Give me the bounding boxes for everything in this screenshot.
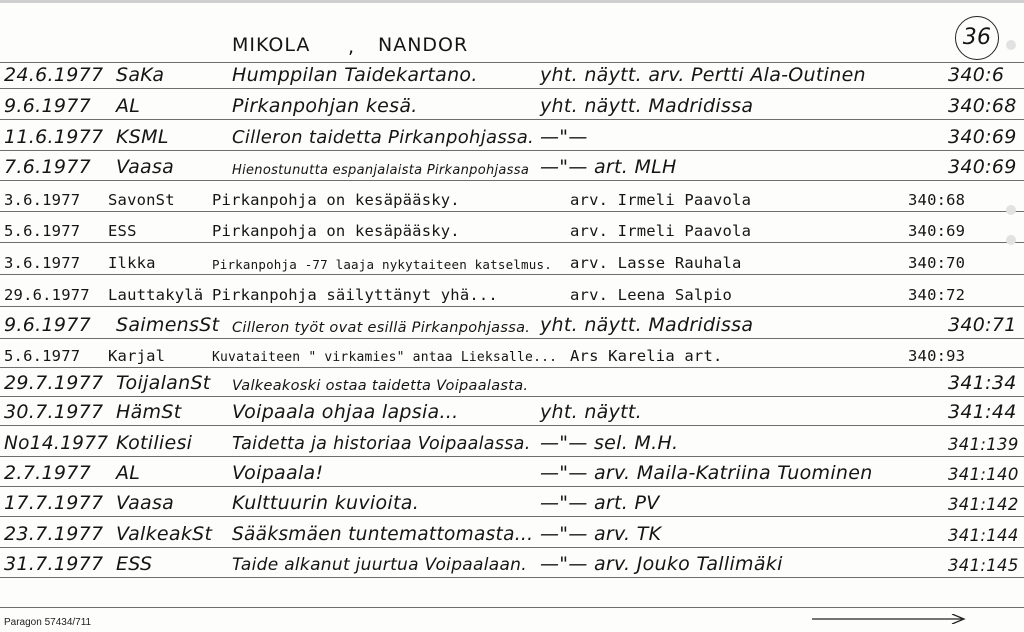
header-surname: MIKOLA: [232, 34, 311, 56]
ruled-line: [0, 306, 1024, 307]
entry-reference: 341:145: [948, 556, 1019, 575]
entry-reference: 341:142: [948, 495, 1019, 514]
ruled-line: [0, 88, 1024, 89]
entry-title: Kulttuurin kuvioita.: [232, 492, 420, 514]
entry-title: Cilleron taidetta Pirkanpohjassa.: [232, 127, 535, 148]
entry-source: SavonSt: [108, 191, 175, 209]
entry-reference: 340:93: [908, 347, 966, 365]
card-top-edge: [0, 0, 1024, 3]
entry-row: [0, 212, 1024, 242]
entry-note: —"— arv. Jouko Tallimäki: [540, 553, 783, 575]
entry-date: 3.6.1977: [4, 254, 81, 272]
entry-row: [0, 150, 1024, 180]
ruled-line: [0, 425, 1024, 426]
entry-note: arv. Lasse Rauhala: [570, 254, 742, 272]
entry-date: 5.6.1977: [4, 347, 81, 365]
entry-date: 5.6.1977: [4, 222, 81, 240]
ruled-line: [0, 150, 1024, 151]
entry-title: Hienostunutta espanjalaista Pirkanpohjassa: [232, 163, 530, 178]
entry-reference: 340:70: [908, 254, 966, 272]
ruled-line: [0, 211, 1024, 212]
entry-reference: 341:140: [948, 465, 1019, 484]
entry-reference: 340:69: [948, 126, 1017, 148]
entry-date: 2.7.1977: [4, 462, 92, 484]
entry-date: 11.6.1977: [4, 126, 104, 148]
entry-row: [0, 517, 1024, 547]
card-hole-mark: [1006, 40, 1016, 50]
entry-source: SaimensSt: [116, 314, 220, 336]
entry-note: arv. Irmeli Paavola: [570, 191, 752, 209]
entry-note: arv. Irmeli Paavola: [570, 222, 752, 240]
entry-date: 31.7.1977: [4, 553, 104, 575]
card-hole-mark: [1006, 205, 1016, 215]
entry-title: Humppilan Taidekartano.: [232, 64, 478, 86]
entry-source: AL: [116, 95, 141, 117]
entry-reference: 341:139: [948, 435, 1019, 454]
entry-row: [0, 181, 1024, 211]
entry-reference: 340:71: [948, 314, 1017, 336]
entry-row: [0, 366, 1024, 396]
ruled-line: [0, 577, 1024, 578]
entry-source: AL: [116, 462, 141, 484]
card-hole-mark: [1006, 235, 1016, 245]
entry-note: yht. näytt. Madridissa: [540, 314, 754, 336]
entry-reference: 340:69: [908, 222, 966, 240]
entry-reference: 340:72: [908, 286, 966, 304]
entry-reference: 341:144: [948, 526, 1019, 545]
ruled-line: [0, 516, 1024, 517]
entry-reference: 340:69: [948, 156, 1017, 178]
entry-source: HämSt: [116, 401, 182, 423]
entry-row: [0, 244, 1024, 274]
entry-source: SaKa: [116, 64, 165, 86]
continue-arrow-icon: [812, 614, 968, 624]
entry-source: Ilkka: [108, 254, 156, 272]
ruled-line: [0, 338, 1024, 339]
entry-reference: 340:68: [948, 95, 1017, 117]
entry-note: —"— art. MLH: [540, 156, 677, 178]
ruled-line: [0, 486, 1024, 487]
header-firstname: NANDOR: [378, 34, 469, 56]
entry-date: 7.6.1977: [4, 156, 92, 178]
ruled-line: [0, 274, 1024, 275]
entry-title: Valkeakoski ostaa taidetta Voipaalasta.: [232, 378, 529, 394]
entry-title: Pirkanpohja on kesäpääsky.: [212, 222, 460, 240]
entry-note: —"— art. PV: [540, 492, 660, 514]
entry-note: —"— arv. TK: [540, 523, 662, 545]
ruled-line: [0, 119, 1024, 120]
ruled-line: [0, 607, 1024, 608]
entry-date: 24.6.1977: [4, 64, 104, 86]
entry-title: Voipaala ohjaa lapsia...: [232, 401, 459, 423]
entry-date: No14.1977: [4, 433, 109, 454]
entry-reference: 341:44: [948, 401, 1017, 423]
entry-note: arv. Leena Salpio: [570, 286, 733, 304]
entry-source: Vaasa: [116, 492, 175, 514]
entry-source: ESS: [116, 553, 153, 575]
entry-note: yht. näytt. arv. Pertti Ala-Outinen: [540, 64, 866, 86]
entry-reference: 340:6: [948, 64, 1005, 86]
entry-source: Kotiliesi: [116, 432, 193, 454]
entry-source: ValkeakSt: [116, 523, 213, 545]
ruled-line: [0, 242, 1024, 243]
ruled-line: [0, 62, 1024, 63]
entry-date: 29.6.1977: [4, 286, 90, 304]
entry-row: [0, 426, 1024, 456]
page-number-circle: 36: [955, 16, 999, 60]
ruled-line: [0, 180, 1024, 181]
entry-row: [0, 456, 1024, 486]
entry-source: Lauttakylä: [108, 286, 204, 304]
entry-row: [0, 486, 1024, 516]
entry-source: Vaasa: [116, 156, 175, 178]
entry-date: 17.7.1977: [4, 492, 104, 514]
card-footer: Paragon 57434/711: [4, 617, 92, 628]
entry-title: Taidetta ja historiaa Voipaalassa.: [232, 434, 531, 454]
entry-row: [0, 276, 1024, 306]
entry-note: —"— sel. M.H.: [540, 432, 679, 454]
entry-source: ToijalanSt: [116, 372, 211, 394]
entry-note: —"—: [540, 126, 588, 148]
entry-title: Pirkanpohja on kesäpääsky.: [212, 191, 460, 209]
ruled-line: [0, 547, 1024, 548]
header-separator: ,: [348, 36, 355, 58]
entry-source: ESS: [108, 222, 137, 240]
entry-title: Taide alkanut juurtua Voipaalaan.: [232, 555, 527, 575]
entry-row: [0, 547, 1024, 577]
entry-title: Voipaala!: [232, 462, 324, 484]
entry-date: 9.6.1977: [4, 95, 92, 117]
entry-title: Cilleron työt ovat esillä Pirkanpohjassa.: [232, 320, 531, 336]
entry-date: 9.6.1977: [4, 314, 92, 336]
entry-row: [0, 308, 1024, 338]
entry-row: [0, 89, 1024, 119]
entry-source: KSML: [116, 126, 169, 148]
entry-row: [0, 337, 1024, 367]
entry-title: Pirkanpohjan kesä.: [232, 95, 418, 117]
entry-note: —"— arv. Maila-Katriina Tuominen: [540, 462, 873, 484]
entry-date: 29.7.1977: [4, 372, 104, 394]
entry-reference: 341:34: [948, 372, 1017, 394]
entry-date: 3.6.1977: [4, 191, 81, 209]
entry-note: yht. näytt. Madridissa: [540, 95, 754, 117]
entry-reference: 340:68: [908, 191, 966, 209]
entry-row: [0, 395, 1024, 425]
entry-note: yht. näytt.: [540, 401, 642, 423]
entry-date: 23.7.1977: [4, 523, 104, 545]
ruled-line: [0, 456, 1024, 457]
ruled-line: [0, 396, 1024, 397]
entry-row: [0, 120, 1024, 150]
entry-title: Sääksmäen tuntemattomasta...: [232, 524, 534, 545]
entry-source: Karjal: [108, 347, 166, 365]
entry-title: Pirkanpohja säilyttänyt yhä...: [212, 286, 498, 304]
entry-title: Kuvataiteen " virkamies" antaa Lieksalle...: [212, 350, 558, 365]
entry-note: Ars Karelia art.: [570, 347, 723, 365]
entry-date: 30.7.1977: [4, 401, 104, 423]
ruled-line: [0, 367, 1024, 368]
entry-title: Pirkanpohja -77 laaja nykytaiteen katselmus.: [212, 257, 552, 272]
